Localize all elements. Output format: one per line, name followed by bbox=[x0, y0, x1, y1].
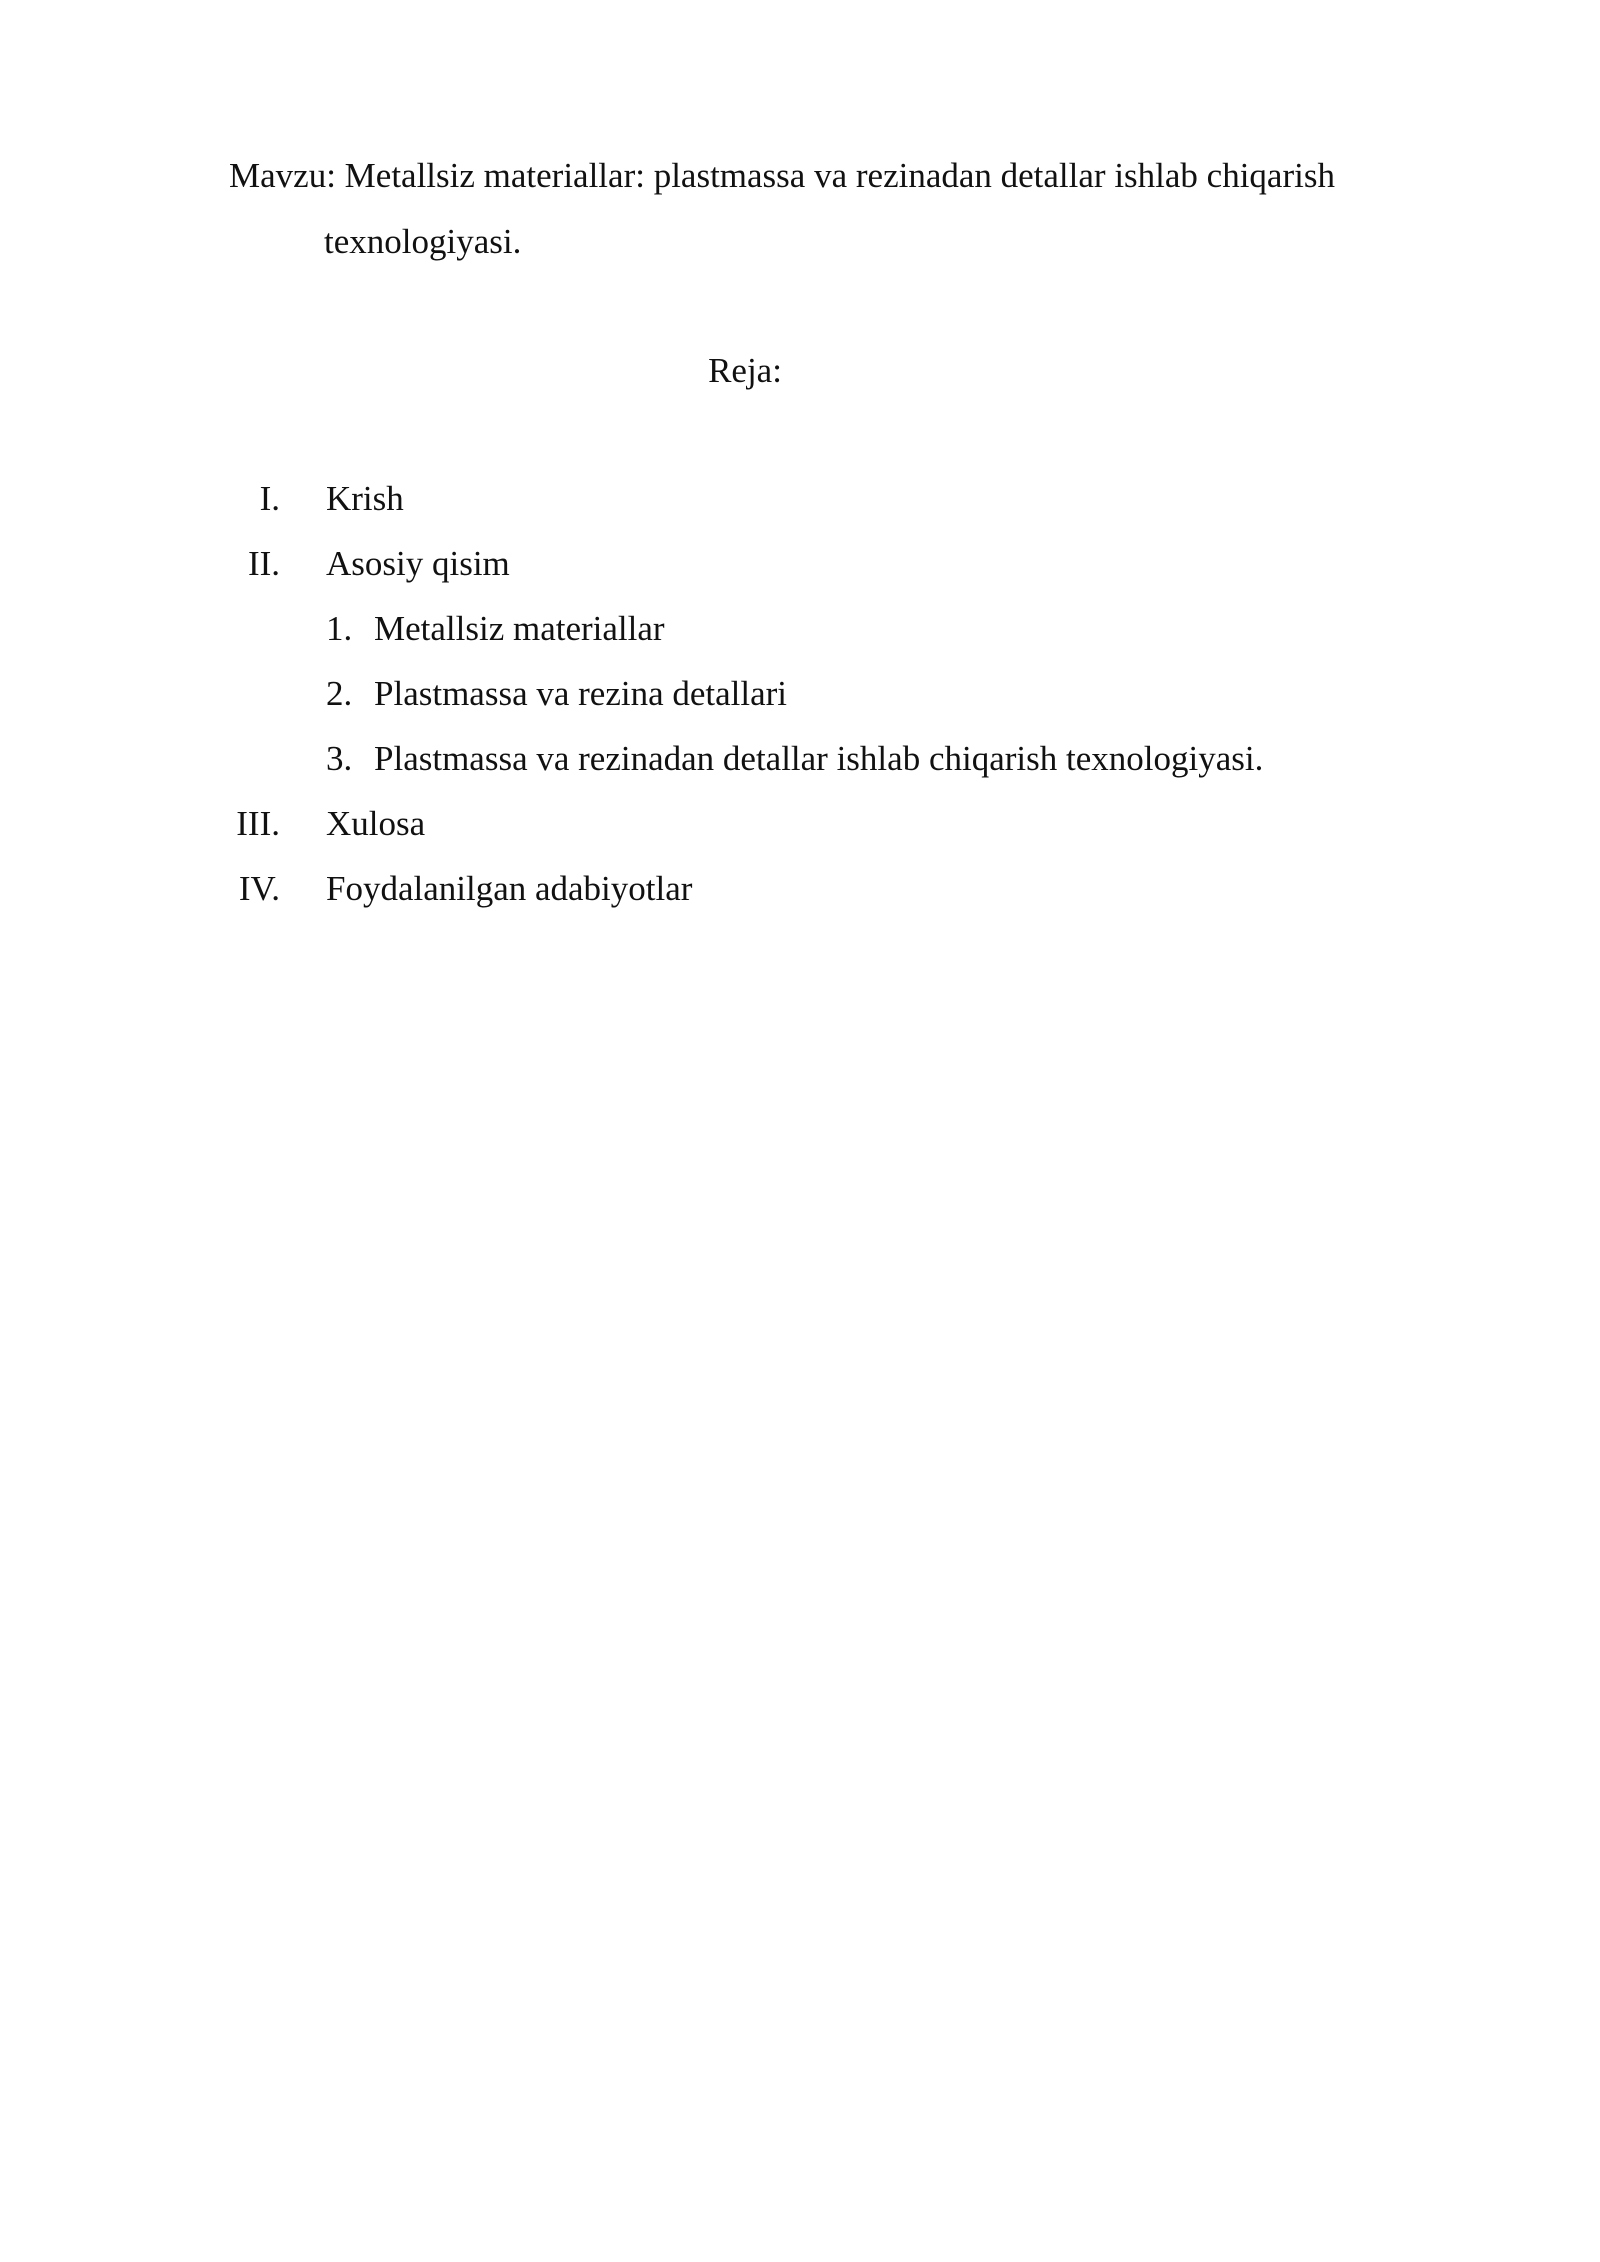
sub-item-production-technology: Plastmassa va rezinadan detallar ishlab chiqarish texnologiyasi. bbox=[374, 739, 1264, 778]
outline-item-references: Foydalanilgan adabiyotlar bbox=[326, 869, 693, 908]
outline-marker-2: II. bbox=[247, 544, 280, 583]
plan-heading: Reja: bbox=[708, 351, 782, 390]
topic-title-line-1: Mavzu: Metallsiz materiallar: plastmassa va rezinadan detallar ishlab chiqarish bbox=[229, 156, 1335, 195]
outline-marker-4: IV. bbox=[238, 869, 280, 908]
outline-item-introduction: Krish bbox=[326, 479, 404, 518]
sub-item-plastic-rubber-parts: Plastmassa va rezina detallari bbox=[374, 674, 788, 713]
outline-marker-1: I. bbox=[259, 479, 280, 518]
sub-item-marker-1: 1. bbox=[326, 609, 353, 648]
outline-marker-3: III. bbox=[236, 804, 280, 843]
outline-item-conclusion: Xulosa bbox=[326, 804, 426, 843]
sub-item-marker-3: 3. bbox=[326, 739, 353, 778]
topic-title-line-2: texnologiyasi. bbox=[324, 222, 522, 261]
outline-item-main-part: Asosiy qisim bbox=[326, 544, 510, 583]
sub-item-marker-2: 2. bbox=[326, 674, 353, 713]
sub-item-nonmetal-materials: Metallsiz materiallar bbox=[374, 609, 665, 648]
